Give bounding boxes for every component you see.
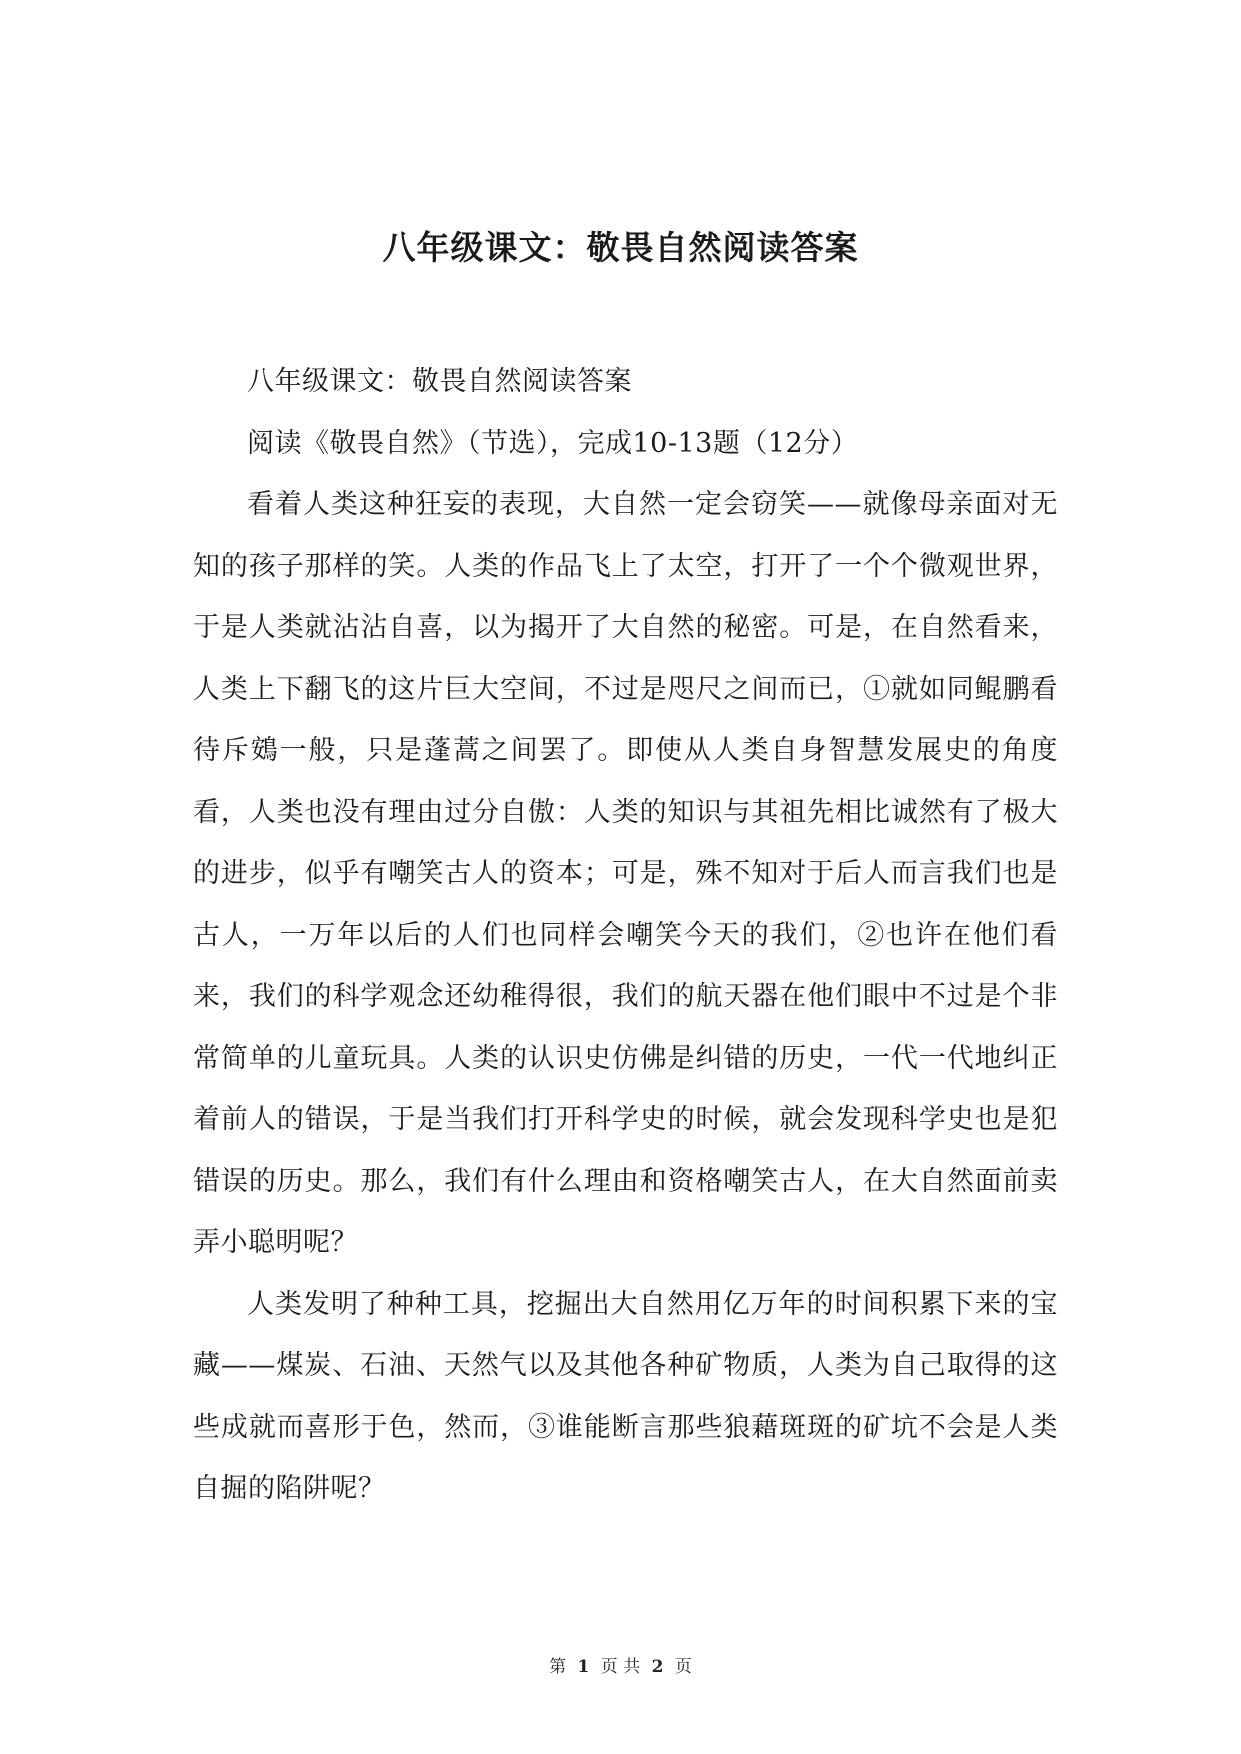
page-footer <box>0 1652 1241 1677</box>
footer-middle: 页 共 <box>600 1657 641 1677</box>
footer-current-page: 1 <box>577 1657 590 1677</box>
footer-prefix: 第 <box>549 1657 567 1677</box>
footer-suffix: 页 <box>674 1657 692 1677</box>
paragraph-subtitle: 八年级课文：敬畏自然阅读答案 <box>247 366 632 397</box>
document-title: 八年级课文：敬畏自然阅读答案 <box>382 228 859 267</box>
document-body <box>193 351 1058 1520</box>
paragraph-passage-2: 人类发明了种种工具，挖掘出大自然用亿万年的时间积累下来的宝藏——煤炭、石油、天然气以及其他各种矿物质，人类为自己取得的这些成就而喜形于色，然而，③谁能断言那些狼藉斑斑的矿坑不会是人类自掘的陷阱呢？ <box>193 1288 1058 1504</box>
paragraph-passage-1: 看着人类这种狂妄的表现，大自然一定会窃笑——就像母亲面对无知的孩子那样的笑。人类的作品飞上了太空，打开了一个个微观世界，于是人类就沾沾自喜，以为揭开了大自然的秘密。可是，在自然看来，人类上下翻飞的这片巨大空间，不过是咫尺之间而已，①就如同鲲鹏看待斥鴳一般，只是蓬蒿之间罢了。即使从人类自身智慧发展史的角度看，人类也没有理由过分自傲：人类的知识与其祖先相比诚然有了极大的进步，似乎有嘲笑古人的资本；可是，殊不知对于后人而言我们也是古人，一万年以后的人们也同样会嘲笑今天的我们，②也许在他们看来，我们的科学观念还幼稚得很，我们的航天器在他们眼中不过是个非常简单的儿童玩具。人类的认识史仿佛是纠错的历史，一代一代地纠正着前人的错误，于是当我们打开科学史的时候，就会发现科学史也是犯错误的历史。那么，我们有什么理由和资格嘲笑古人，在大自然面前卖弄小聪明呢？ <box>193 489 1058 1258</box>
paragraph-instruction: 阅读《敬畏自然》（节选），完成10-13题（12分） <box>247 427 859 459</box>
footer-total-pages: 2 <box>651 1657 664 1677</box>
